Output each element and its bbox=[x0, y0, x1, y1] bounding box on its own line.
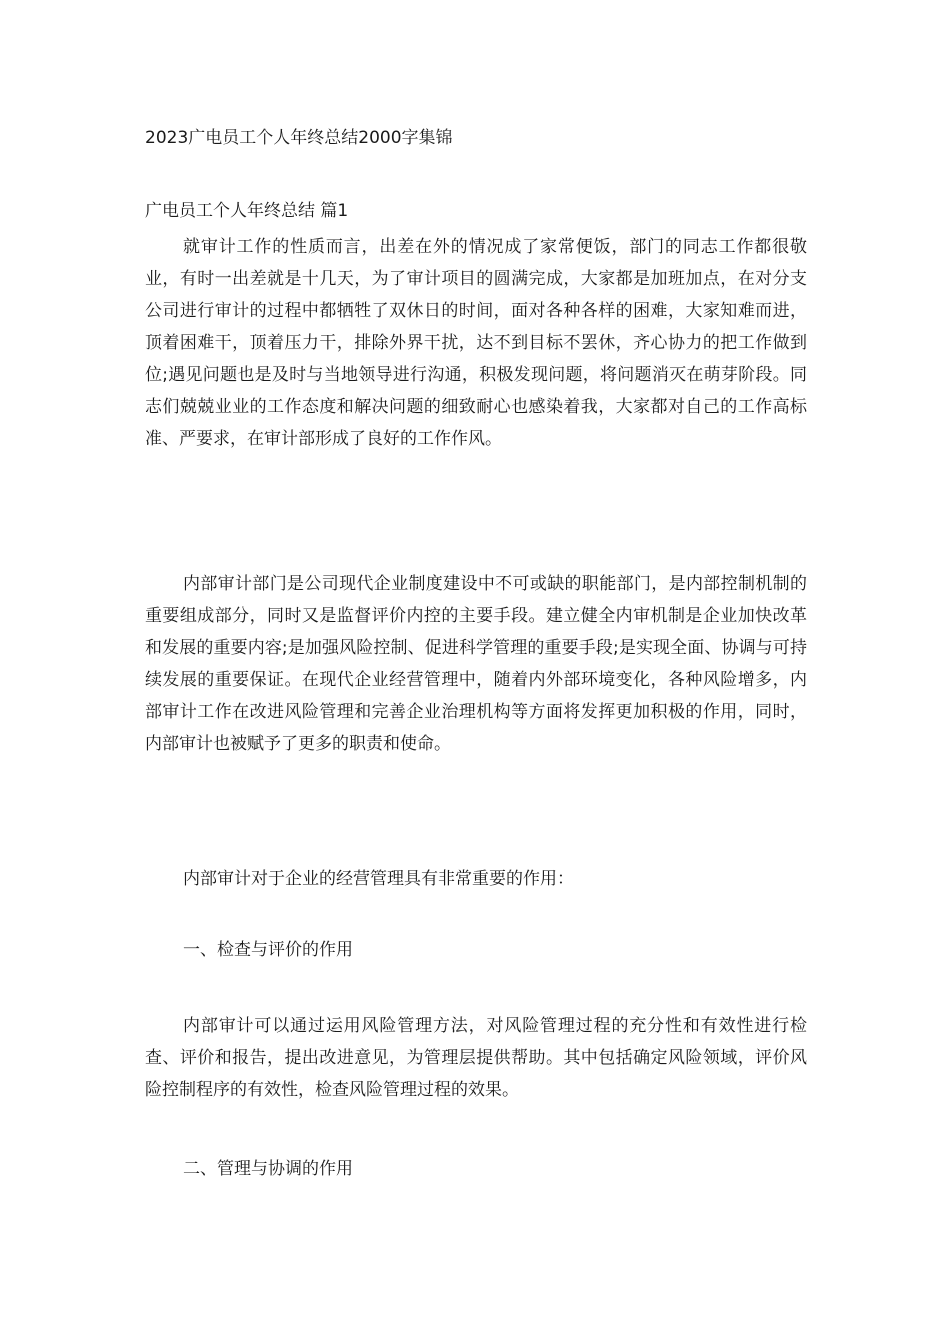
paragraph-1: 就审计工作的性质而言，出差在外的情况成了家常便饭，部门的同志工作都很敬业，有时一出差就是十几天，为了审计项目的圆满完成，大家都是加班加点，在对分支公司进行审计的过程中都牺牲了双休日的时间，面对各种各样的困难，大家知难而进，顶着困难干，顶着压力干，排除外界干扰，达不到目标不罢休，齐心协力的把工作做到位;遇见问题也是及时与当地领导进行沟通，积极发现问题，将问题消灭在萌芽阶段。同志们兢兢业业的工作态度和解决问题的细致耐心也感染着我，大家都对自己的工作高标准、严要求，在审计部形成了良好的工作作风。 bbox=[145, 237, 807, 449]
document-title: 2023广电员工个人年终总结2000字集锦 bbox=[145, 128, 453, 148]
subheading-2: 二、管理与协调的作用 bbox=[183, 1159, 353, 1179]
subheading-1: 一、检查与评价的作用 bbox=[183, 940, 353, 960]
paragraph-4: 内部审计可以通过运用风险管理方法，对风险管理过程的充分性和有效性进行检查、评价和报告，提出改进意见，为管理层提供帮助。其中包括确定风险领域，评价风险控制程序的有效性，检查风险管理过程的效果。 bbox=[145, 1016, 807, 1100]
section-heading: 广电员工个人年终总结 篇1 bbox=[145, 201, 349, 221]
paragraph-3: 内部审计对于企业的经营管理具有非常重要的作用： bbox=[183, 869, 574, 889]
paragraph-2: 内部审计部门是公司现代企业制度建设中不可或缺的职能部门，是内部控制机制的重要组成部分，同时又是监督评价内控的主要手段。建立健全内审机制是企业加快改革和发展的重要内容;是加强风险控制、促进科学管理的重要手段;是实现全面、协调与可持续发展的重要保证。在现代企业经营管理中，随着内外部环境变化，各种风险增多，内部审计工作在改进风险管理和完善企业治理机构等方面将发挥更加积极的作用，同时，内部审计也被赋予了更多的职责和使命。 bbox=[145, 574, 807, 754]
